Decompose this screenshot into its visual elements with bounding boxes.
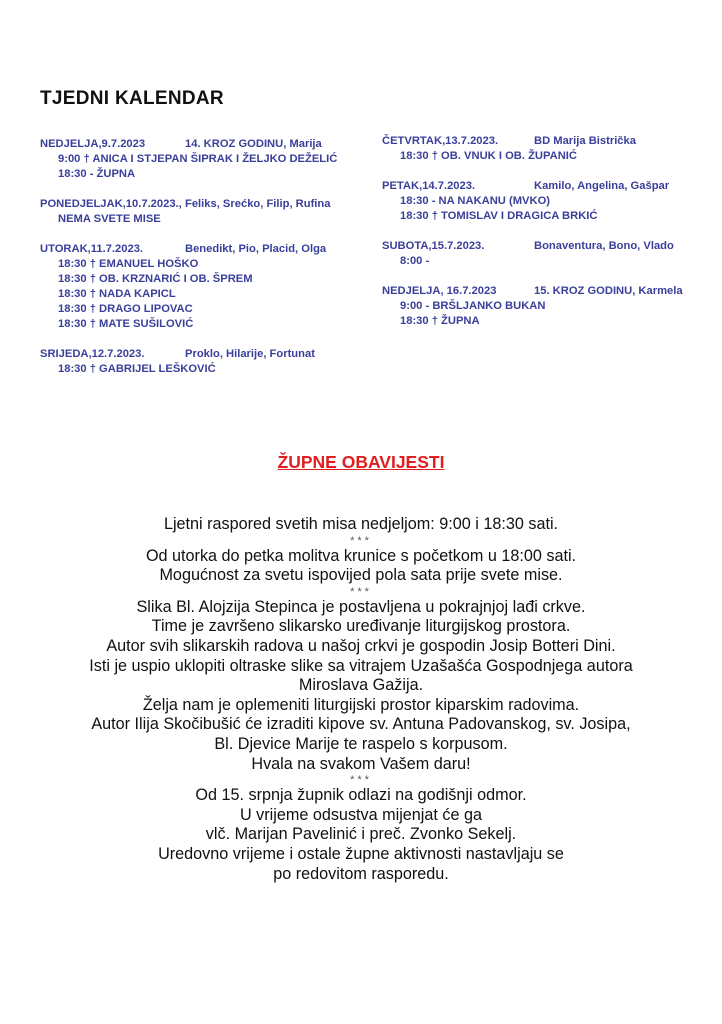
notice-line: Bl. Djevice Marije te raspelo s korpusom. bbox=[214, 734, 508, 753]
notice-line: Autor svih slikarskih radova u našoj crkvi je gospodin Josip Botteri Dini. bbox=[106, 636, 616, 655]
mass-intention: 18:30 - NA NAKANU (MVKO) bbox=[400, 195, 551, 207]
notice-line: po redovitom rasporedu. bbox=[273, 864, 449, 883]
day-header bbox=[382, 179, 692, 194]
day-date: NEDJELJA, 16.7.2023 bbox=[382, 285, 497, 297]
day-saints: BD Marija Bistrička bbox=[534, 135, 636, 147]
mass-intention: 9:00 - BRŠLJANKO BUKAN bbox=[400, 300, 546, 312]
day-date: SUBOTA,15.7.2023. bbox=[382, 240, 485, 252]
day-saints: 14. KROZ GODINU, Marija bbox=[185, 138, 322, 150]
day-header bbox=[382, 239, 692, 254]
day-date: PONEDJELJAK,10.7.2023., bbox=[40, 198, 182, 210]
day-saints: Proklo, Hilarije, Fortunat bbox=[185, 348, 315, 360]
mass-intention: 18:30 † OB. VNUK I OB. ŽUPANIĆ bbox=[400, 150, 577, 162]
day-date: NEDJELJA,9.7.2023 bbox=[40, 138, 146, 150]
calendar-title: TJEDNI KALENDAR bbox=[40, 88, 224, 109]
mass-intention: NEMA SVETE MISE bbox=[58, 213, 161, 225]
notice-line: Ljetni raspored svetih misa nedjeljom: 9:00 i 18:30 sati. bbox=[163, 515, 559, 533]
calendar-day bbox=[382, 179, 692, 224]
day-date: UTORAK,11.7.2023. bbox=[40, 243, 144, 255]
separator: *** bbox=[350, 585, 372, 598]
notice-line: Mogućnost za svetu ispovijed pola sata prije svete mise. bbox=[159, 566, 563, 585]
day-header bbox=[40, 242, 370, 257]
notice-line: Time je završeno slikarsko uređivanje liturgijskog prostora. bbox=[151, 617, 571, 636]
day-date: PETAK,14.7.2023. bbox=[382, 180, 476, 192]
mass-intention: 18:30 † MATE SUŠILOVIĆ bbox=[58, 318, 194, 330]
calendar-right-column bbox=[382, 134, 692, 344]
day-saints: Benedikt, Pio, Placid, Olga bbox=[185, 243, 327, 255]
notices-body bbox=[20, 515, 702, 884]
notice-line: Isti je uspio uklopiti oltraske slike sa vitrajem Uzašašća Gospodnjega autora bbox=[89, 656, 633, 675]
mass-intention: 8:00 - bbox=[400, 255, 430, 267]
mass-intention: 9:00 † ANICA I STJEPAN ŠIPRAK I ŽELJKO DEŽELIĆ bbox=[58, 153, 338, 165]
notice-line: Slika Bl. Alojzija Stepinca je postavljena u pokrajnjoj lađi crkve. bbox=[136, 597, 586, 616]
mass-intention: 18:30 † OB. KRZNARIĆ I OB. ŠPREM bbox=[58, 273, 253, 285]
notice-line: U vrijeme odsustva mijenjat će ga bbox=[239, 805, 482, 824]
calendar-day bbox=[382, 134, 692, 164]
mass-intention: 18:30 - ŽUPNA bbox=[58, 168, 136, 180]
calendar-left-column bbox=[40, 137, 370, 392]
mass-intention: 18:30 † EMANUEL HOŠKO bbox=[58, 258, 199, 270]
notice-line: Želja nam je oplemeniti liturgijski prostor kiparskim radovima. bbox=[142, 695, 580, 714]
calendar-day bbox=[40, 197, 370, 227]
day-date: SRIJEDA,12.7.2023. bbox=[40, 348, 145, 360]
notices-title: ŽUPNE OBAVIJESTI bbox=[277, 452, 445, 472]
calendar-day bbox=[382, 239, 692, 269]
mass-intention: 18:30 † ŽUPNA bbox=[400, 315, 480, 327]
notice-line: Autor Ilija Skočibušić će izraditi kipove sv. Antuna Padovanskog, sv. Josipa, bbox=[91, 715, 631, 734]
day-header bbox=[382, 284, 692, 299]
calendar-day bbox=[40, 137, 370, 182]
separator: *** bbox=[350, 534, 372, 547]
notice-line: Uredovno vrijeme i ostale župne aktivnosti nastavljaju se bbox=[158, 844, 564, 863]
separator: *** bbox=[350, 774, 372, 787]
day-header bbox=[40, 197, 370, 212]
mass-intention: 18:30 † NADA KAPICL bbox=[58, 288, 176, 300]
calendar-day bbox=[40, 242, 370, 332]
day-saints: Bonaventura, Bono, Vlado bbox=[534, 240, 674, 252]
day-saints: Feliks, Srećko, Filip, Rufina bbox=[185, 198, 331, 210]
calendar-day bbox=[382, 284, 692, 329]
mass-intention: 18:30 † DRAGO LIPOVAC bbox=[58, 303, 193, 315]
calendar-day bbox=[40, 347, 370, 377]
notice-line: Od 15. srpnja župnik odlazi na godišnji odmor. bbox=[195, 786, 527, 805]
notice-line: Miroslava Gažija. bbox=[298, 676, 424, 695]
day-header bbox=[40, 137, 370, 152]
notice-line: Hvala na svakom Vašem daru! bbox=[251, 754, 471, 773]
day-header bbox=[382, 134, 692, 149]
day-date: ČETVRTAK,13.7.2023. bbox=[382, 135, 499, 147]
mass-intention: 18:30 † GABRIJEL LEŠKOVIĆ bbox=[58, 363, 216, 375]
day-saints: 15. KROZ GODINU, Karmela bbox=[534, 285, 683, 297]
mass-intention: 18:30 † TOMISLAV I DRAGICA BRKIĆ bbox=[400, 210, 598, 222]
day-header bbox=[40, 347, 370, 362]
day-saints: Kamilo, Angelina, Gašpar bbox=[534, 180, 670, 192]
notice-line: Od utorka do petka molitva krunice s početkom u 18:00 sati. bbox=[145, 546, 577, 565]
notice-line: vlč. Marijan Pavelinić i preč. Zvonko Sekelj. bbox=[205, 825, 517, 844]
